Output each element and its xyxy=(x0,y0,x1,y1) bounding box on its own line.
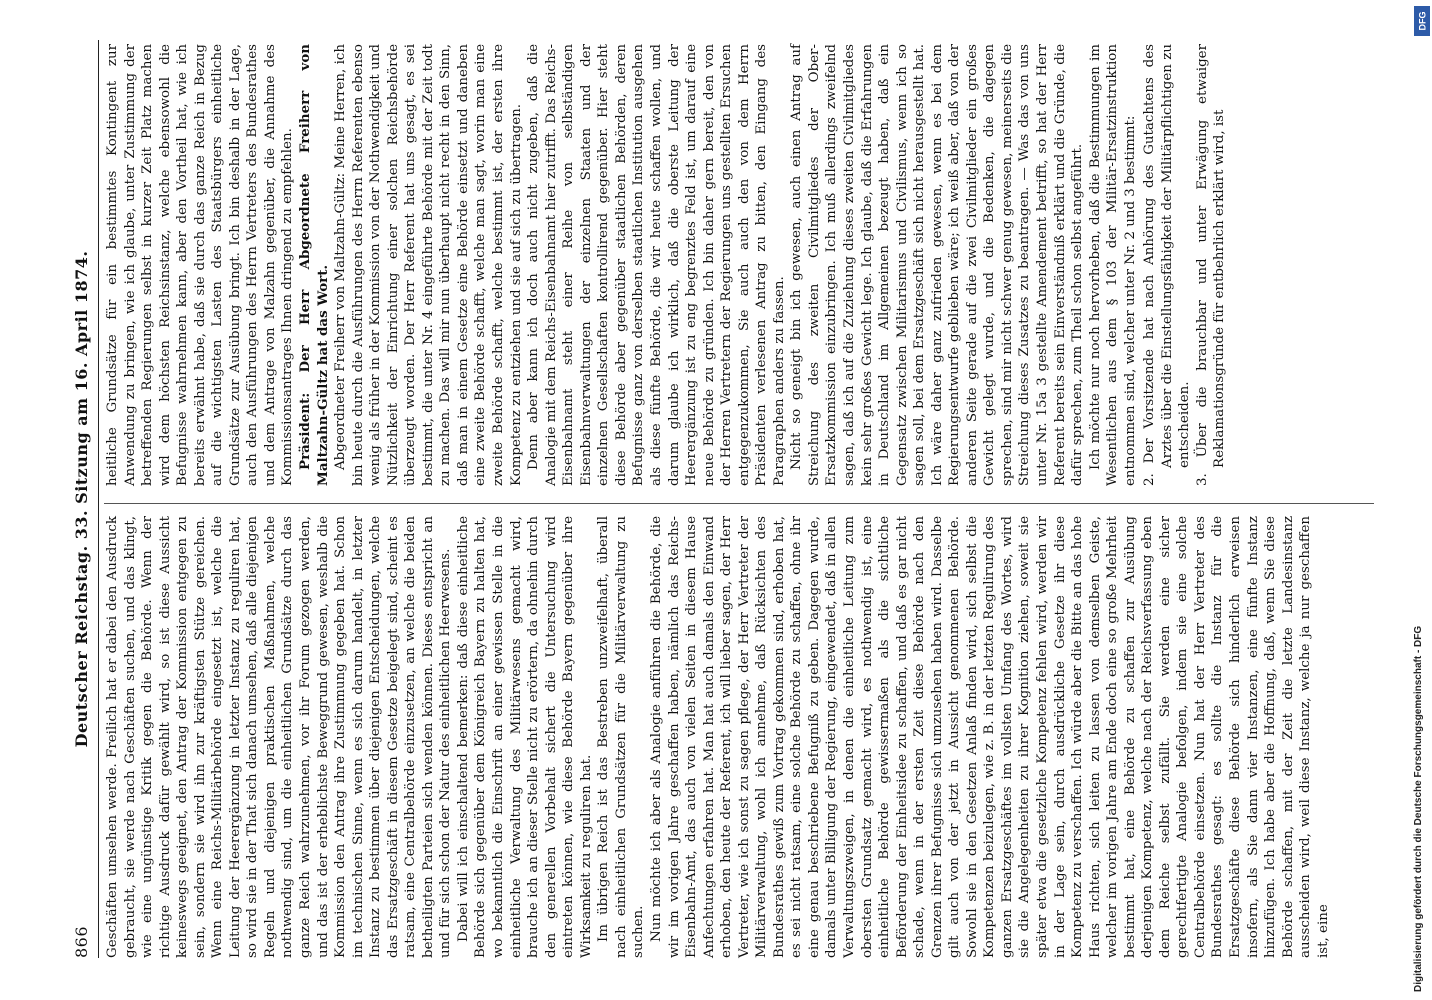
page-header xyxy=(72,40,96,958)
list-item: 2. Der Vorsitzende hat nach Anhörung des Gutachtens des Arztes über die Einstellungsfähigkeit der Militärpflichtigen zu entscheiden. xyxy=(1142,44,1193,486)
president-remark: Präsident: Der Herr Abgeordnete Freiherr von Maltzahn-Gültz hat das Wort. xyxy=(297,44,331,486)
header-rule xyxy=(98,40,99,958)
left-text-column xyxy=(104,516,1332,958)
paragraph: heitliche Grundsätze für ein bestimmtes Kontingent zur Anwendung zu bringen, wie ich glaube, unter Zustimmung der betreffenden Regierungen selbst in kurzer Zeit Platz machen wird dem höchsten Reichsinstanz, welche ebensowohl die Befugnisse wahrnehmen kann, aber den Vortheil hat, wie ich bereits erwähnt habe, daß sie durch das ganze Reich in Bezug auf die wichtigsten Lasten des Staatsbürgers einheitliche Grundsätze zur Ausübung bringt. Ich bin deshalb in der Lage, auch den Ausführungen des Herrn Vertreters des Bundesrathes und dem Antrage von Malzahn gegenüber, die Annahme des Kommissionsantrages Ihnen dringend zu empfehlen. xyxy=(105,44,296,486)
paragraph: Geschäften umsehen werde. Freilich hat er dabei den Ausdruck gebraucht, sie werde nach Geschäften suchen, und das klingt, wie eine ungünstige Kritik gegen die Behörde. Wenn der richtige Ausdruck dafür gewählt wird, so ist diese Aussicht keineswegs geeignet, den Antrag der Kommission entgegen zu sein, sondern sie wird ihn zur kräftigsten Stütze gereichen. Wenn eine Reichs-Militärbehörde eingesetzt ist, welche die Leitung der Heerergänzung in letzter Instanz zu reguliren hat, so wird sie in der That sich danach umsehen, daß alle diejenigen Regeln und diejenigen praktischen Maßnahmen, welche nothwendig sind, um die einheitlichen Grundsätze durch das ganze Reich wahrzunehmen, vor ihr Forum gezogen werden, und das ist der erheblichste Beweggrund gewesen, weshalb die Kommission den Antrag ihre Zustimmung gegeben hat. Schon im technischen Sinne, wenn es sich darum handelt, in letzter Instanz zu bestimmen über diejenigen Entscheidungen, welche das Ersatzgeschäft in diesem Gesetze beigelegt sind, scheint es ratsam, eine Centralbehörde einzusetzen, an welche die beiden betheiligten Parteien sich wenden können. Dieses entspricht an und für sich schon der Natur des einheitlichen Heerwesens. xyxy=(105,516,454,958)
digitization-note: Digitalisierung gefördert durch die Deutsche Forschungsgemeinschaft - DFG xyxy=(1413,625,1424,992)
speech-paragraph: Abgeordneter Freiherr von Maltzahn-Gültz: Meine Herren, ich bin heute durch die Ausführungen des Herrn Referenten ebenso wenig als früher in der Kommission von der Nothwendigkeit und Nützlichkeit der Einrichtung einer solchen Reichsbehörde überzeugt worden. Der Herr Referent hat uns gesagt, es sei bestimmt, die unter Nr. 4 eingeführte Behörde mit der Zeit todt zu machen. Das will mir nun überhaupt nicht recht in den Sinn, daß man in einem Gesetze eine Behörde einsetzt und daneben eine zweite Behörde schafft, welche man sagt, worin man eine zweite Behörde schafft, welche bestimmt ist, der ersten ihre Kompetenz zu entziehen und sie auf sich zu übertragen. xyxy=(333,44,524,486)
quoted-list xyxy=(1141,44,1229,486)
paragraph: Nun möchte ich aber als Analogie anführen die Behörde, die wir im vorigen Jahre geschaffen haben, nämlich das Reichs-Eisenbahn-Amt, das auch von vielen Seiten in diesem Hause Anfechtungen erfahren hat. Man hat auch damals den Einwand erhoben, den heute der Referent, ich will lieber sagen, der Herr Vertreter, wie ich sonst zu sagen pflege, der Herr Vertreter der Militärverwaltung, wohl ich annehme, daß Rücksichten des Bundesrathes gewiß zum Vortrag gekommen sind, erhoben hat, es sei nicht ratsam, eine solche Behörde zu schaffen, ohne ihr eine genau beschriebene Befugniß zu geben. Dagegen wurde, damals unter Billigung der Regierung, eingewendet, daß in allen Verwaltungszweigen, in denen die einheitliche Leitung zum obersten Grundsatz gemacht wird, es nothwendig ist, eine einheitliche Behörde gewissermaßen als die sichtliche Beförderung der Einheitsidee zu schaffen, und daß es gar nicht schade, wenn in der ersten Zeit diese Behörde nach den Grenzen ihrer Befugnisse sich umzusehen haben wird. Dasselbe gilt auch von der jetzt in Aussicht genommenen Behörde. Sowohl sie in den Gesetzen Anlaß finden wird, sich selbst die Kompetenzen beizulegen, wie z. B. in der letzten Regulirung des ganzen Ersatzgeschäftes im vollsten Umfang des Wortes, wird sie die Angelegenheiten zu ihrer Kognition ziehen, soweit sie später etwa die gesetzliche Kompetenz fehlen wird, werden wir in der Lage sein, durch ausdrückliche Gesetze ihr diese Kompetenz zu verschaffen. Ich würde aber die Bitte an das hohe Haus richten, sich leiten zu lassen von demselben Geiste, welcher im vorigen Jahre am Ende doch eine so große Mehrheit bestimmt hat, eine Behörde zu schaffen zur Ausübung derjenigen Kompetenz, welche nach der Reichsverfassung eben dem Reiche selbst zufällt. Sie werden eine sicher gerechtfertigte Analogie befolgen, indem sie eine solche Centralbehörde einsetzen. Nun hat der Herr Vertreter des Bundesrathes gesagt: es sollte die Instanz für die Ersatzgeschäfte diese Behörde sich hinderlich erweisen insofern, als Sie dann vier Instanzen, eine fünfte Instanz hinzufügen. Ich habe aber die Hoffnung, daß, wenn Sie diese Behörde schaffen, mit der Zeit die letzte Landesinstanz ausscheiden wird, weil diese Instanz, welche ja nur geschaffen ist, eine xyxy=(648,516,1331,958)
digitization-sidebar xyxy=(1411,0,1432,1000)
paragraph: Dabei will ich einschaltend bemerken: daß diese einheitliche Behörde sich gegenüber dem Königreich Bayern zu halten hat, wo bekanntlich die Einschrift an einer gewissen Stelle in die einheitliche Verwaltung des Militärwesens gemacht wird, brauche ich an dieser Stelle nicht zu erörtern, da ohnehin durch den generellen Vorbehalt sichert die Untersuchung wird eintreten können, wie diese Behörde Bayern gegenüber ihre Wirksamkeit zu reguliren hat. xyxy=(455,516,594,958)
right-text-column xyxy=(104,44,1229,486)
dfg-logo-text: DFG xyxy=(1417,11,1427,31)
paragraph: Denn aber kann ich doch auch nicht zugeben, daß die Analogie mit dem Reichs-Eisenbahnamt hier zutrifft. Das Reichs-Eisenbahnamt steht einer Reihe von selbständigen Eisenbahnverwaltungen der einzelnen Staaten und der einzelnen Gesellschaften kontrollirend gegenüber. Hier steht diese Behörde aber gegenüber staatlichen Behörden, deren Befugnisse ganz von derselben staatlichen Institution ausgehen als diese fünfte Behörde, die wir heute schaffen wollen, und darum glaube ich wirklich, daß die oberste Leitung der Heerergänzung ist zu eng begrenztes Feld ist, um darauf eine neue Behörde zu gründen. Ich bin daher gern bereit, den von der Herren Vertretern der Regierungen uns gestellten Ersuchen entgegenzukommen, Sie auch auch den von dem Herrn Präsidenten verlesenen Antrag zu bitten, den Eingang des Paragraphen anders zu fassen. xyxy=(526,44,787,486)
paragraph: Ich möchte nur noch hervorheben, daß die Bestimmungen im Wesentlichen aus dem § 103 der Militär-Ersatzinstruktion entnommen sind, welcher unter Nr. 2 und 3 bestimmt: xyxy=(1087,44,1138,486)
paragraph: Nicht so geneigt bin ich gewesen, auch einen Antrag auf Streichung des zweiten Civilmitgliedes der Ober-Ersatzkommission einzubringen. Ich muß allerdings zweifelnd sagen, daß ich auf die Zuziehung dieses zweiten Civilmitgliedes kein sehr großes Gewicht lege. Ich glaube, daß die Erfahrungen in Deutschland im Allgemeinen bezeugt haben, daß ein Gegensatz zwischen Militarismus und Civilismus, wenn ich so sagen soll, bei dem Ersatzgeschäft sich nicht herausgestellt hat. Ich wäre daher ganz zufrieden gewesen, wenn es bei dem Regierungsentwurfe geblieben wäre; ich weiß aber, daß von der anderen Seite gerade auf die zwei Civilmitglieder ein großes Gewicht gelegt wurde, und die Bedenken, die dagegen sprechen, sind mir nicht schwer genug gewesen, meinerseits die Streichung dieses Zusatzes zu beantragen. — Was das von uns unter Nr. 15a 3 gestellte Amendement betrifft, so hat der Herr Referent bereits sein Einverständniß erklärt und die Gründe, die dafür sprechen, zum Theil schon selbst angeführt. xyxy=(789,44,1086,486)
list-item: 3. Über die brauchbar und unter Erwägung etwaiger Reklamationsgründe für entbehrlich erklärt wird, ist xyxy=(1194,44,1228,486)
paragraph: Im übrigen Reich ist das Bestreben unzweifelhaft, überall nach einheitlichen Grundsätzen für die Militärverwaltung zu suchen. xyxy=(596,516,647,958)
column-divider xyxy=(104,503,1374,504)
running-title: Deutscher Reichstag. 33. Sitzung am 16. April 1874. xyxy=(72,250,91,748)
page-number: 866 xyxy=(72,925,91,958)
